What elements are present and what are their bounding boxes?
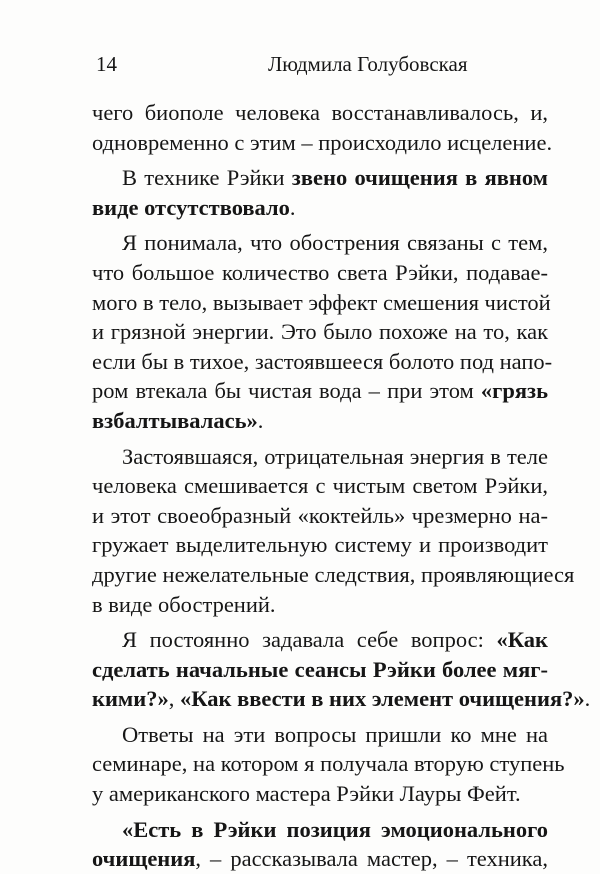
text-line xyxy=(92,228,548,258)
text-line xyxy=(92,406,548,436)
text-run: , – рассказывала мастер, – техника, xyxy=(195,846,548,872)
text-line xyxy=(92,193,548,223)
running-header-author: Людмила Голубовская xyxy=(268,52,468,76)
bold-run: «грязь xyxy=(480,378,548,404)
bold-run: «Как xyxy=(496,627,548,653)
text-run: если бы в тихое, застоявшееся болото под напо- xyxy=(92,348,553,374)
text-run: Ответы на эти вопросы пришли ко мне на xyxy=(122,721,548,747)
text-run: ром втекала бы чистая вода – при этом xyxy=(92,378,481,404)
text-line xyxy=(92,684,591,714)
text-line xyxy=(92,347,553,377)
bold-run: «Есть в Рэйки позиция эмоционального xyxy=(122,816,548,842)
text-run: и грязной энергии. Это было похоже на то, как xyxy=(92,319,548,345)
text-run: Я понимала, что обострения связаны с тем, xyxy=(122,230,548,256)
text-run: . xyxy=(257,407,264,433)
bold-run: «Как ввести в них элемент очищения?» xyxy=(179,686,585,712)
text-line xyxy=(92,625,548,655)
text-line xyxy=(92,442,548,472)
bold-run: взбалтывалась» xyxy=(92,407,258,433)
text-run: В технике Рэйки xyxy=(122,165,292,191)
text-line xyxy=(92,128,553,158)
text-line xyxy=(92,317,548,347)
text-line xyxy=(92,501,548,531)
text-run: семинаре, на котором я получала вторую ступень xyxy=(92,751,565,777)
bold-run: виде отсутствовало xyxy=(92,194,290,220)
bold-run: сделать начальные сеансы Рэйки более мяг- xyxy=(92,656,548,682)
bold-run: звено очищения в явном xyxy=(291,165,548,191)
text-line xyxy=(92,163,548,193)
text-run: одновременно с этим – происходило исцеление. xyxy=(92,129,553,155)
text-run: гружает выделительную систему и производит xyxy=(92,532,548,558)
text-run: у американского мастера Рэйки Лауры Фейт. xyxy=(92,781,521,807)
text-run: . xyxy=(584,686,591,712)
text-line xyxy=(92,98,548,128)
text-run: мого в тело, вызывает эффект смешения чистой xyxy=(92,289,551,315)
text-line xyxy=(92,530,548,560)
text-run: в виде обострений. xyxy=(92,591,276,617)
text-line xyxy=(92,779,548,809)
text-line xyxy=(92,288,551,318)
running-header xyxy=(0,52,600,82)
text-line xyxy=(92,655,548,685)
text-run: что большое количество света Рэйки, подавае- xyxy=(92,259,548,285)
text-run: другие нежелательные следствия, проявляющиеся xyxy=(92,561,575,587)
text-line xyxy=(92,590,548,620)
text-line xyxy=(92,815,548,845)
text-line xyxy=(92,376,548,406)
text-run: человека смешивается с чистым светом Рэйки, xyxy=(92,473,548,499)
text-run: чего биополе человека восстанавливалось, и, xyxy=(92,100,548,125)
text-line xyxy=(92,471,548,501)
bold-run: очищения xyxy=(92,846,196,872)
text-run: . xyxy=(289,194,296,220)
page-number: 14 xyxy=(96,52,117,76)
text-line xyxy=(92,258,548,288)
text-run: Я постоянно задавала себе вопрос: xyxy=(122,627,497,653)
text-run: Застоявшаяся, отрицательная энергия в теле xyxy=(122,443,548,469)
bold-run: кими?» xyxy=(92,686,169,712)
text-line xyxy=(92,749,565,779)
text-line xyxy=(92,844,548,874)
text-run: , xyxy=(168,686,180,712)
text-line xyxy=(92,560,575,590)
body-text xyxy=(92,98,591,874)
text-line xyxy=(92,720,548,750)
text-run: и этот своеобразный «коктейль» чрезмерно на- xyxy=(92,502,548,528)
